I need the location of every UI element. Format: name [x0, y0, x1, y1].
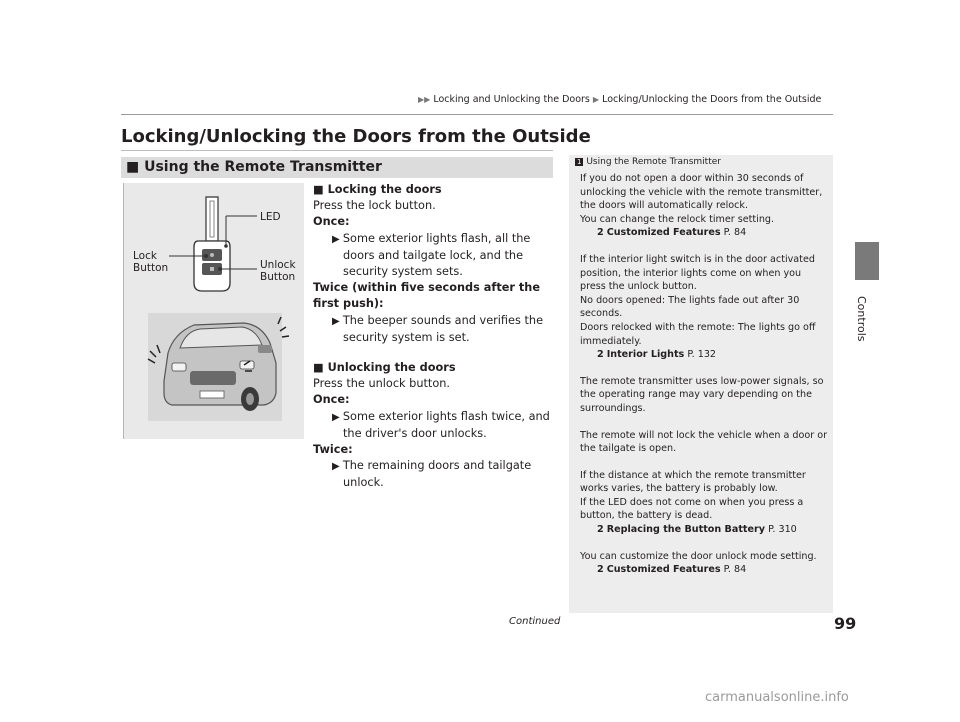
sidebar-p5b: If the LED does not come on when you press a button, the battery is dead.: [580, 496, 804, 522]
breadcrumb-part-1[interactable]: Locking and Unlocking the Doors: [433, 94, 590, 105]
unlocking-twice-text: The remaining doors and tailgate unlock.: [342, 459, 532, 490]
main-content: [313, 182, 558, 492]
sidebar-body: [580, 172, 828, 577]
sidebar-p5: If the distance at which the remote transmitter works varies, the battery is probably low.: [580, 469, 806, 495]
breadcrumb-arrow-icon: ▶: [592, 95, 600, 104]
locking-twice-item: [313, 313, 558, 346]
section-title: [126, 159, 382, 175]
sidebar-p3: The remote transmitter uses low-power signals, so the operating range may vary depending on the surroundings.: [580, 375, 824, 414]
ref-title[interactable]: Customized Features: [606, 227, 721, 239]
chapter-tab[interactable]: [855, 242, 879, 280]
breadcrumb-part-2[interactable]: Locking/Unlocking the Doors from the Outside: [602, 94, 822, 105]
ref-page: P. 84: [723, 564, 747, 576]
ref-page: P. 132: [687, 349, 717, 361]
sidebar-p4: The remote will not lock the vehicle when a door or the tailgate is open.: [580, 429, 828, 455]
reference-icon: 2: [597, 524, 604, 536]
note-number-badge: 1: [577, 158, 582, 166]
locking-once-item: [313, 231, 558, 281]
lock-label-line1: Lock: [133, 250, 157, 262]
remote-figure: [123, 183, 304, 439]
unlocking-heading: ■ Unlocking the doors: [313, 361, 456, 375]
unlocking-intro: Press the unlock button.: [313, 377, 451, 391]
lock-label-line2: Button: [133, 262, 169, 274]
breadcrumb: [418, 94, 821, 105]
ref-customized-features-1[interactable]: [580, 226, 828, 240]
result-arrow-icon: ▶: [332, 315, 343, 327]
continued-label: Continued: [509, 616, 561, 627]
key-blade-icon: [206, 197, 218, 241]
ref-interior-lights[interactable]: [580, 348, 828, 362]
unlock-label-line1: Unlock: [260, 259, 296, 271]
sidebar-p6: You can customize the door unlock mode setting.: [580, 550, 817, 562]
sidebar-p2b: No doors opened: The lights fade out after 30 seconds.: [580, 294, 800, 320]
ref-title[interactable]: Customized Features: [606, 564, 721, 576]
result-arrow-icon: ▶: [332, 461, 343, 473]
section-title-text: Using the Remote Transmitter: [144, 159, 382, 175]
ref-title[interactable]: Replacing the Button Battery: [606, 524, 766, 536]
unlocking-once-label: Once:: [313, 393, 350, 407]
page-title: Locking/Unlocking the Doors from the Outside: [121, 126, 591, 147]
ref-title[interactable]: Interior Lights: [606, 349, 685, 361]
reference-icon: 2: [597, 564, 604, 576]
ref-page: P. 310: [768, 524, 797, 536]
car-icon: [164, 323, 276, 411]
ref-page: P. 84: [723, 227, 747, 239]
unlocking-once-text: Some exterior lights flash twice, and the driver's door unlocks.: [342, 409, 550, 440]
result-arrow-icon: ▶: [332, 233, 343, 245]
breadcrumb-arrow-icon: ▶▶: [418, 95, 431, 104]
ref-replacing-battery[interactable]: [580, 523, 828, 537]
sidebar-heading: [575, 157, 721, 167]
led-label: LED: [260, 211, 281, 223]
result-arrow-icon: ▶: [332, 411, 343, 423]
unlocking-twice-item: [313, 458, 558, 491]
header-divider: [121, 114, 833, 115]
title-divider: [121, 150, 553, 151]
unlock-button-label: [260, 259, 296, 283]
chapter-tab-label: Controls: [855, 296, 868, 342]
lock-button-label: [133, 250, 168, 274]
unlock-label-line2: Button: [260, 271, 296, 283]
locking-once-text: Some exterior lights flash, all the doors and tailgate lock, and the security system sets.: [342, 231, 531, 279]
unlocking-twice-label: Twice:: [313, 443, 353, 457]
sidebar-p2c: Doors relocked with the remote: The lights go off immediately.: [580, 321, 816, 347]
sidebar-heading-text: Using the Remote Transmitter: [586, 157, 721, 167]
ref-customized-features-2[interactable]: [580, 563, 828, 577]
unlocking-once-item: [313, 409, 558, 442]
locking-twice-text: The beeper sounds and verifies the security system is set.: [342, 313, 544, 344]
page-number: 99: [834, 614, 857, 633]
locking-once-label: Once:: [313, 215, 350, 229]
sidebar-p2: If the interior light switch is in the door activated position, the interior lights come on when you press the unlock button.: [580, 253, 815, 293]
watermark: carmanualsonline.info: [705, 690, 849, 705]
sidebar-p1b: You can change the relock timer setting.: [580, 213, 775, 225]
locking-intro: Press the lock button.: [313, 199, 436, 213]
sidebar-p1: If you do not open a door within 30 seconds of unlocking the vehicle with the remote transmitter, the doors will automatically relock.: [580, 173, 823, 212]
locking-twice-label: Twice (within five seconds after the first push):: [313, 281, 540, 311]
reference-icon: 2: [597, 349, 604, 361]
locking-heading: ■ Locking the doors: [313, 183, 442, 196]
reference-icon: 2: [597, 227, 604, 239]
section-marker: ■: [126, 159, 140, 175]
